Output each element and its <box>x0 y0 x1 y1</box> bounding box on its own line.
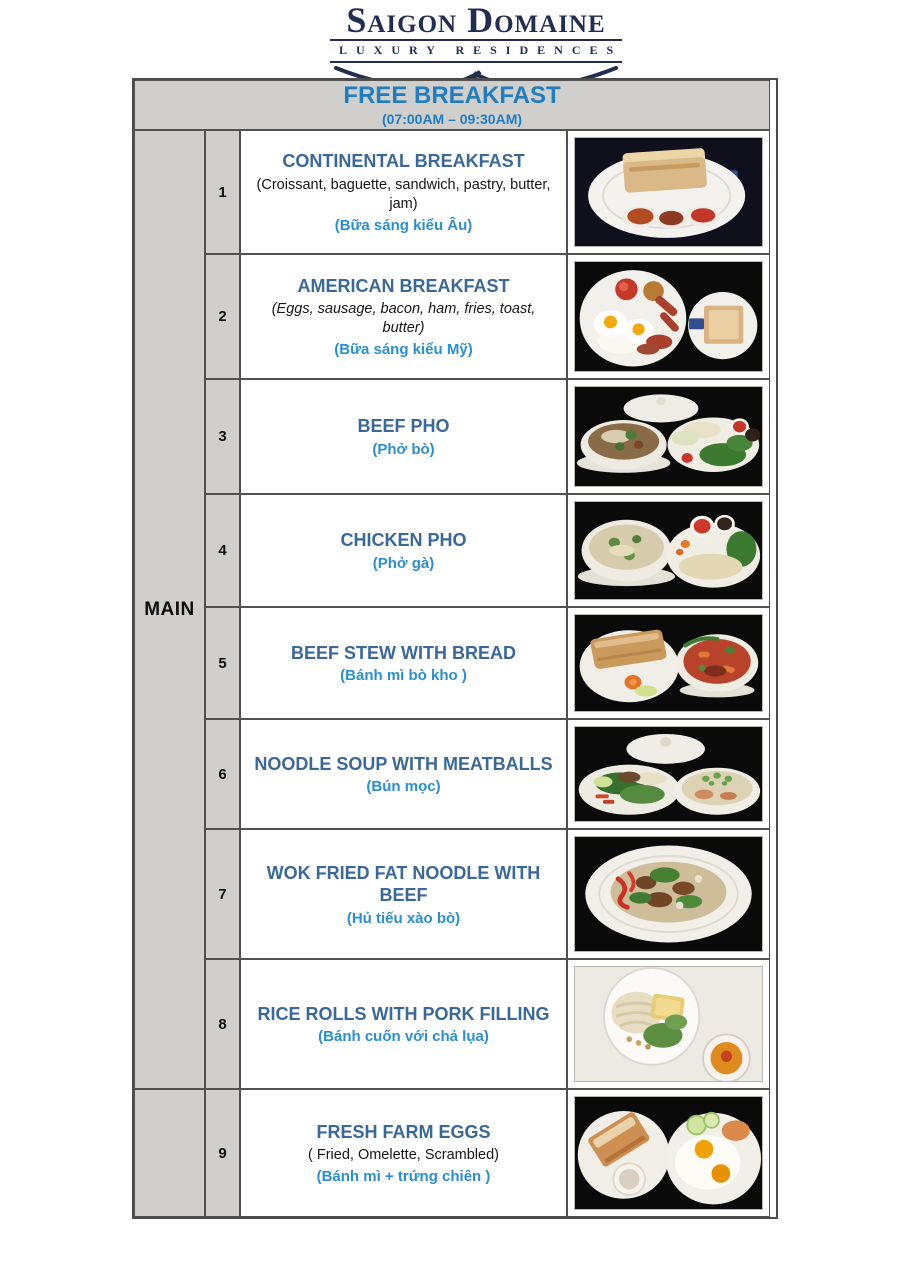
dish-title: CONTINENTAL BREAKFAST <box>282 151 525 172</box>
dish-vietnamese-name: (Phở gà) <box>372 554 435 572</box>
noodle-soup-meatballs-photo <box>575 727 762 821</box>
dish-title: NOODLE SOUP WITH MEATBALLS <box>254 753 553 774</box>
item-number: 4 <box>205 494 240 607</box>
dish-vietnamese-name: (Bún mọc) <box>366 778 441 796</box>
item-number: 8 <box>205 959 240 1089</box>
item-photo-cell <box>567 719 770 829</box>
item-description-cell <box>240 494 567 607</box>
item-description-cell <box>240 959 567 1089</box>
menu-title: FREE BREAKFAST <box>343 81 561 109</box>
dish-title: CHICKEN PHO <box>340 530 467 551</box>
item-number: 3 <box>205 379 240 494</box>
item-description-cell <box>240 829 567 959</box>
chicken-pho-photo <box>575 502 762 599</box>
item-photo-cell <box>567 607 770 719</box>
dish-title: BEEF STEW WITH BREAD <box>291 642 516 663</box>
dish-description: (Croissant, baguette, sandwich, pastry, butter, jam) <box>256 176 551 212</box>
american-breakfast-photo <box>575 262 762 371</box>
item-description-cell <box>240 719 567 829</box>
dish-title: WOK FRIED FAT NOODLE WITH BEEF <box>266 862 541 905</box>
item-description-cell <box>240 130 567 254</box>
dish-description: (Eggs, sausage, bacon, ham, fries, toast, butter) <box>271 301 536 337</box>
dish-title: BEEF PHO <box>357 416 450 437</box>
item-number: 1 <box>205 130 240 254</box>
dish-vietnamese-name: (Bánh mì bò kho ) <box>340 667 467 685</box>
menu-serving-time: (07:00AM – 09:30AM) <box>381 111 523 128</box>
item-photo-cell <box>567 494 770 607</box>
beef-stew-photo <box>575 615 762 711</box>
menu-header <box>134 80 770 130</box>
dish-vietnamese-name: (Phở bò) <box>372 440 435 458</box>
item-number: 6 <box>205 719 240 829</box>
dish-vietnamese-name: (Hủ tiếu xào bò) <box>346 909 461 927</box>
item-description-cell <box>240 1089 567 1217</box>
hotel-logo-subtitle: LUXURY RESIDENCES <box>330 39 622 63</box>
category-cell-empty <box>134 1089 205 1217</box>
rice-rolls-photo <box>575 967 762 1081</box>
continental-breakfast-photo <box>575 138 762 246</box>
item-photo-cell <box>567 959 770 1089</box>
item-description-cell <box>240 379 567 494</box>
item-description-cell <box>240 607 567 719</box>
dish-description: ( Fried, Omelette, Scrambled) <box>308 1147 499 1164</box>
beef-pho-photo <box>575 387 762 486</box>
dish-title: FRESH FARM EGGS <box>316 1121 491 1142</box>
dish-vietnamese-name: (Bữa sáng kiểu Mỹ) <box>334 341 473 359</box>
item-photo-cell <box>567 254 770 379</box>
item-number: 2 <box>205 254 240 379</box>
breakfast-menu-table <box>132 78 778 1219</box>
dish-title: AMERICAN BREAKFAST <box>297 275 510 296</box>
item-photo-cell <box>567 829 770 959</box>
item-description-cell <box>240 254 567 379</box>
item-photo-cell <box>567 1089 770 1217</box>
fresh-farm-eggs-photo <box>575 1097 762 1209</box>
item-number: 5 <box>205 607 240 719</box>
hotel-logo-title: Saigon Domaine <box>346 0 606 40</box>
dish-vietnamese-name: (Bánh mì + trứng chiên ) <box>316 1168 491 1186</box>
dish-vietnamese-name: (Bữa sáng kiểu Âu) <box>334 216 473 234</box>
item-photo-cell <box>567 379 770 494</box>
category-cell-main: MAIN <box>134 130 205 1089</box>
item-number: 9 <box>205 1089 240 1217</box>
item-number: 7 <box>205 829 240 959</box>
dish-vietnamese-name: (Bánh cuốn với chả lụa) <box>318 1028 489 1046</box>
item-photo-cell <box>567 130 770 254</box>
wok-fried-noodle-photo <box>575 837 762 951</box>
dish-title: RICE ROLLS WITH PORK FILLING <box>257 1003 550 1024</box>
